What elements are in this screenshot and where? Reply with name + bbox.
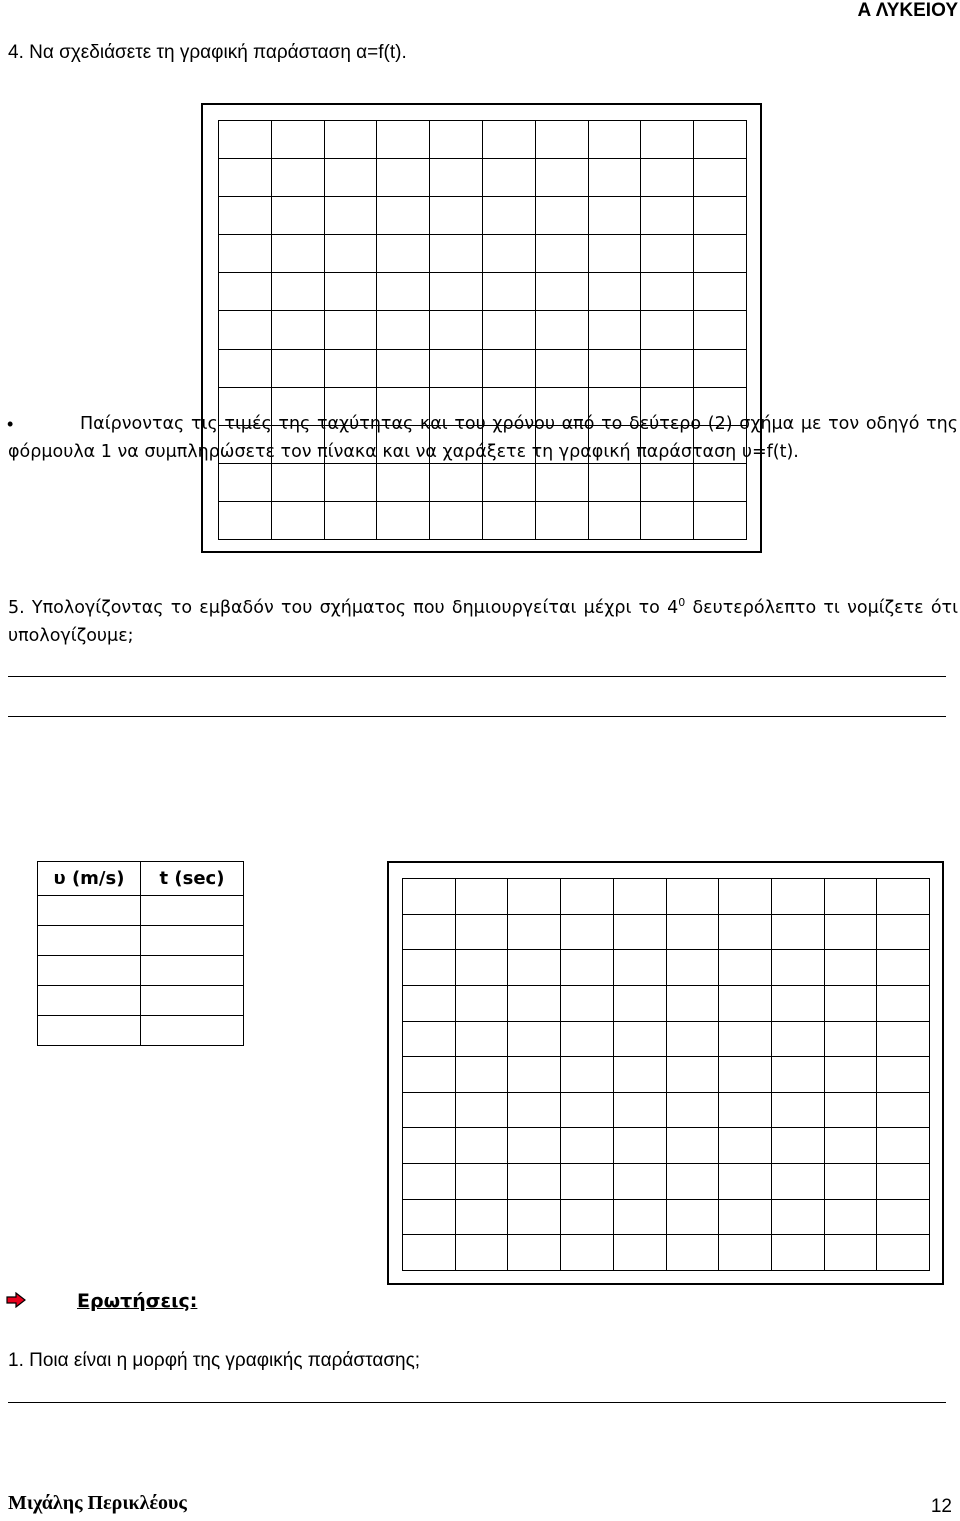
grid-cell — [325, 121, 378, 159]
grid-cell — [456, 915, 509, 951]
grid-cell — [508, 1164, 561, 1200]
grid-cell — [430, 350, 483, 388]
grid-cell — [536, 273, 589, 311]
grid-cell — [272, 235, 325, 273]
grid-cell — [772, 1200, 825, 1236]
grid-cell — [403, 950, 456, 986]
grid-cell — [377, 197, 430, 235]
grid-cell — [403, 1235, 456, 1271]
grid-cell — [508, 1235, 561, 1271]
graph-grid-velocity — [387, 861, 944, 1285]
grid-cell — [561, 1022, 614, 1058]
grid-cell — [456, 1128, 509, 1164]
grid-cell — [667, 950, 720, 986]
grid-cell — [825, 879, 878, 915]
grid-cell — [272, 121, 325, 159]
grid-cell — [772, 1022, 825, 1058]
grid-cell — [877, 915, 930, 951]
grid-cell — [377, 235, 430, 273]
grid-cell — [641, 464, 694, 502]
table-row — [38, 956, 244, 986]
grid-cell — [483, 235, 536, 273]
grid-cell — [377, 502, 430, 540]
grid-cell — [641, 502, 694, 540]
grid-cell — [508, 1093, 561, 1129]
grid-cell — [430, 197, 483, 235]
grid-cell — [430, 502, 483, 540]
grid-cell — [877, 1200, 930, 1236]
grid-cell — [641, 121, 694, 159]
grid-cell — [825, 1164, 878, 1200]
grid-cell — [667, 1022, 720, 1058]
grid-cell — [456, 1022, 509, 1058]
grid-cell — [825, 1022, 878, 1058]
grid-cell — [667, 879, 720, 915]
question-5 — [8, 594, 958, 650]
grid-cell — [877, 1235, 930, 1271]
grid-cell — [456, 986, 509, 1022]
grid-cell — [561, 915, 614, 951]
grid-cell — [508, 950, 561, 986]
grid-cell — [719, 915, 772, 951]
grid-cell — [719, 1128, 772, 1164]
grid-cell — [772, 1235, 825, 1271]
table-header-velocity: υ (m/s) — [38, 862, 141, 896]
grid-cell — [694, 197, 747, 235]
header-class-label: Α ΛΥΚΕΙΟΥ — [857, 0, 958, 21]
grid-cell — [272, 464, 325, 502]
answer-line[interactable] — [8, 676, 946, 677]
grid-cell — [772, 1057, 825, 1093]
graph-grid-acceleration — [201, 103, 762, 553]
grid-cell — [219, 159, 272, 197]
grid-cell — [272, 273, 325, 311]
velocity-cell[interactable] — [38, 1016, 141, 1046]
grid-cell — [561, 1164, 614, 1200]
grid-cell — [377, 273, 430, 311]
time-cell[interactable] — [141, 956, 244, 986]
velocity-cell[interactable] — [38, 896, 141, 926]
grid-cell — [614, 950, 667, 986]
grid-cell — [877, 1093, 930, 1129]
question-5-part2: δευτερόλεπτο τι νομίζετε ότι υπολογίζουμε; — [8, 598, 958, 646]
answer-line[interactable] — [8, 1402, 946, 1403]
grid-cell — [772, 915, 825, 951]
grid-cell — [536, 159, 589, 197]
grid-cell — [694, 273, 747, 311]
grid-cell — [825, 1128, 878, 1164]
grid-cell — [430, 464, 483, 502]
grid-cell — [667, 1200, 720, 1236]
grid-cell — [561, 950, 614, 986]
grid-cell — [694, 311, 747, 349]
table-header-time: t (sec) — [141, 862, 244, 896]
grid-cell — [456, 1235, 509, 1271]
grid-cell — [694, 502, 747, 540]
grid-cell — [483, 121, 536, 159]
grid-cell — [483, 464, 536, 502]
grid-cell — [772, 1093, 825, 1129]
grid-cell — [377, 350, 430, 388]
grid-cell — [456, 1200, 509, 1236]
answer-line[interactable] — [8, 716, 946, 717]
grid-cell — [219, 350, 272, 388]
grid-cell — [403, 1164, 456, 1200]
grid-cell — [219, 502, 272, 540]
grid-paper — [218, 120, 747, 540]
velocity-cell[interactable] — [38, 956, 141, 986]
question-1: 1. Ποια είναι η μορφή της γραφικής παράστασης; — [8, 1350, 421, 1371]
grid-cell — [694, 235, 747, 273]
grid-cell — [877, 1022, 930, 1058]
grid-cell — [589, 159, 642, 197]
grid-cell — [641, 159, 694, 197]
time-cell[interactable] — [141, 926, 244, 956]
time-cell[interactable] — [141, 1016, 244, 1046]
grid-cell — [719, 1093, 772, 1129]
bullet-icon: • — [7, 414, 14, 434]
grid-cell — [430, 235, 483, 273]
arrow-right-icon — [6, 1292, 26, 1308]
grid-cell — [325, 273, 378, 311]
grid-cell — [403, 1093, 456, 1129]
grid-cell — [483, 159, 536, 197]
grid-cell — [536, 502, 589, 540]
grid-cell — [272, 197, 325, 235]
grid-cell — [589, 197, 642, 235]
grid-cell — [589, 350, 642, 388]
grid-cell — [614, 1200, 667, 1236]
grid-cell — [641, 197, 694, 235]
grid-cell — [719, 1057, 772, 1093]
grid-cell — [483, 311, 536, 349]
grid-cell — [614, 1057, 667, 1093]
grid-cell — [456, 950, 509, 986]
grid-cell — [508, 879, 561, 915]
grid-cell — [614, 1235, 667, 1271]
grid-cell — [641, 235, 694, 273]
grid-cell — [641, 350, 694, 388]
grid-cell — [877, 1057, 930, 1093]
grid-cell — [377, 159, 430, 197]
velocity-cell[interactable] — [38, 986, 141, 1016]
grid-cell — [589, 311, 642, 349]
grid-cell — [667, 1128, 720, 1164]
grid-cell — [403, 1200, 456, 1236]
grid-cell — [877, 950, 930, 986]
velocity-cell[interactable] — [38, 926, 141, 956]
grid-cell — [719, 879, 772, 915]
grid-cell — [825, 915, 878, 951]
grid-cell — [561, 1057, 614, 1093]
grid-cell — [272, 311, 325, 349]
grid-cell — [430, 159, 483, 197]
grid-cell — [508, 915, 561, 951]
grid-cell — [508, 1022, 561, 1058]
grid-cell — [561, 879, 614, 915]
page-number: 12 — [930, 1496, 952, 1517]
grid-cell — [719, 1235, 772, 1271]
table-row — [38, 1016, 244, 1046]
grid-cell — [772, 879, 825, 915]
grid-cell — [325, 350, 378, 388]
grid-cell — [403, 879, 456, 915]
grid-cell — [456, 1093, 509, 1129]
grid-cell — [483, 197, 536, 235]
grid-cell — [667, 1093, 720, 1129]
grid-cell — [536, 121, 589, 159]
grid-cell — [772, 986, 825, 1022]
grid-cell — [667, 1235, 720, 1271]
grid-cell — [614, 1164, 667, 1200]
grid-cell — [325, 235, 378, 273]
grid-cell — [536, 311, 589, 349]
table-row — [38, 896, 244, 926]
table-header-row — [38, 862, 244, 896]
grid-cell — [219, 235, 272, 273]
grid-cell — [272, 350, 325, 388]
grid-cell — [694, 159, 747, 197]
grid-cell — [589, 235, 642, 273]
grid-cell — [219, 197, 272, 235]
velocity-time-table — [37, 861, 244, 1046]
time-cell[interactable] — [141, 896, 244, 926]
grid-cell — [772, 1128, 825, 1164]
grid-cell — [430, 273, 483, 311]
time-cell[interactable] — [141, 986, 244, 1016]
grid-cell — [483, 273, 536, 311]
grid-cell — [377, 121, 430, 159]
grid-cell — [456, 1057, 509, 1093]
grid-cell — [825, 1200, 878, 1236]
grid-cell — [483, 502, 536, 540]
grid-cell — [456, 1164, 509, 1200]
question-4: 4. Να σχεδιάσετε τη γραφική παράσταση α=f(t). — [8, 42, 407, 63]
grid-cell — [825, 950, 878, 986]
grid-cell — [219, 273, 272, 311]
grid-cell — [614, 1093, 667, 1129]
grid-cell — [508, 1128, 561, 1164]
grid-cell — [561, 1093, 614, 1129]
grid-cell — [561, 1235, 614, 1271]
question-5-superscript: 0 — [678, 596, 686, 609]
grid-cell — [561, 1200, 614, 1236]
grid-cell — [641, 311, 694, 349]
grid-cell — [641, 273, 694, 311]
grid-cell — [694, 121, 747, 159]
grid-cell — [825, 1093, 878, 1129]
grid-cell — [614, 986, 667, 1022]
grid-cell — [325, 311, 378, 349]
table-row — [38, 926, 244, 956]
grid-cell — [403, 1022, 456, 1058]
grid-cell — [430, 311, 483, 349]
grid-cell — [694, 464, 747, 502]
grid-cell — [719, 1164, 772, 1200]
grid-cell — [377, 311, 430, 349]
grid-cell — [536, 350, 589, 388]
questions-heading: Ερωτήσεις: — [77, 1290, 198, 1312]
grid-cell — [272, 159, 325, 197]
grid-cell — [403, 1128, 456, 1164]
grid-cell — [325, 502, 378, 540]
grid-cell — [825, 986, 878, 1022]
grid-cell — [614, 1022, 667, 1058]
grid-cell — [219, 464, 272, 502]
grid-cell — [877, 1128, 930, 1164]
grid-cell — [772, 1164, 825, 1200]
grid-cell — [456, 879, 509, 915]
table-row — [38, 986, 244, 1016]
bullet-instruction — [8, 410, 958, 466]
grid-cell — [325, 197, 378, 235]
grid-cell — [219, 121, 272, 159]
grid-cell — [719, 1022, 772, 1058]
grid-cell — [589, 502, 642, 540]
bullet-instruction-text: Παίρνοντας τις τιμές της ταχύτητας και του χρόνου από το δεύτερο (2) σχήμα με τον οδηγό της φόρμουλα 1 να συμπληρώσετε τον πίνακα και να χαράξετε τη γραφική παράσταση υ=f(t). — [8, 414, 958, 462]
grid-cell — [719, 986, 772, 1022]
grid-cell — [825, 1057, 878, 1093]
grid-cell — [719, 1200, 772, 1236]
grid-cell — [614, 1128, 667, 1164]
question-5-part1: 5. Υπολογίζοντας το εμβαδόν του σχήματος που δημιουργείται μέχρι το 4 — [8, 598, 679, 618]
grid-cell — [877, 1164, 930, 1200]
grid-cell — [561, 1128, 614, 1164]
grid-cell — [694, 350, 747, 388]
grid-cell — [508, 1200, 561, 1236]
grid-cell — [877, 986, 930, 1022]
grid-cell — [772, 950, 825, 986]
grid-cell — [536, 197, 589, 235]
grid-cell — [589, 464, 642, 502]
grid-cell — [536, 464, 589, 502]
grid-cell — [508, 986, 561, 1022]
grid-cell — [430, 121, 483, 159]
grid-cell — [589, 121, 642, 159]
grid-cell — [667, 1057, 720, 1093]
grid-cell — [483, 350, 536, 388]
grid-cell — [667, 1164, 720, 1200]
grid-cell — [508, 1057, 561, 1093]
grid-cell — [589, 273, 642, 311]
grid-cell — [403, 915, 456, 951]
grid-cell — [614, 915, 667, 951]
grid-cell — [667, 915, 720, 951]
grid-cell — [667, 986, 720, 1022]
grid-cell — [536, 235, 589, 273]
grid-cell — [719, 950, 772, 986]
grid-cell — [219, 311, 272, 349]
grid-cell — [377, 464, 430, 502]
grid-cell — [325, 464, 378, 502]
grid-cell — [614, 879, 667, 915]
grid-cell — [325, 159, 378, 197]
grid-cell — [825, 1235, 878, 1271]
footer-author: Μιχάλης Περικλέους — [8, 1492, 187, 1514]
grid-cell — [272, 502, 325, 540]
grid-paper — [402, 878, 930, 1271]
grid-cell — [403, 986, 456, 1022]
grid-cell — [561, 986, 614, 1022]
grid-cell — [403, 1057, 456, 1093]
grid-cell — [877, 879, 930, 915]
